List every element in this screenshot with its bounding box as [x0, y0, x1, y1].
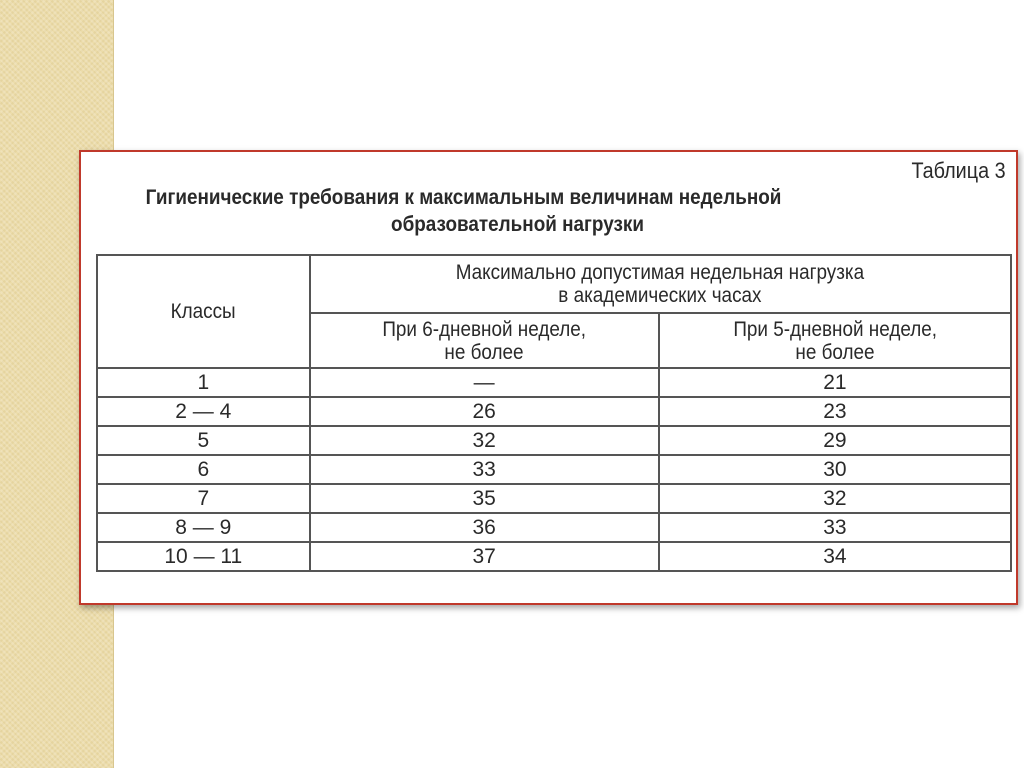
table-row: [97, 484, 1011, 513]
table-number-label: Таблица 3: [911, 158, 1006, 183]
cell-five-day: 21: [659, 368, 1011, 397]
cell-five-day: 30: [659, 455, 1011, 484]
cell-five-day: 33: [659, 513, 1011, 542]
cell-five-day: 32: [659, 484, 1011, 513]
cell-six-day: 33: [310, 455, 659, 484]
table-row: [97, 513, 1011, 542]
cell-five-day: 23: [659, 397, 1011, 426]
table-caption-line-2: образовательной нагрузки: [391, 213, 644, 236]
cell-six-day: 26: [310, 397, 659, 426]
cell-grade: 5: [97, 426, 310, 455]
table-row: [97, 455, 1011, 484]
table-row: [97, 542, 1011, 571]
table-row: [97, 397, 1011, 426]
cell-six-day: —: [310, 368, 659, 397]
cell-grade: 8 — 9: [97, 513, 310, 542]
header-max-load: Максимально допустимая недельная нагрузка в академических часах: [310, 255, 1011, 313]
table-caption: [81, 184, 1016, 238]
cell-grade: 10 — 11: [97, 542, 310, 571]
cell-six-day: 37: [310, 542, 659, 571]
header-six-day: При 6-дневной неделе, не более: [310, 313, 659, 368]
cell-six-day: 36: [310, 513, 659, 542]
header-five-day: При 5-дневной неделе, не более: [659, 313, 1011, 368]
cell-grade: 7: [97, 484, 310, 513]
cell-five-day: 29: [659, 426, 1011, 455]
cell-grade: 2 — 4: [97, 397, 310, 426]
cell-grade: 6: [97, 455, 310, 484]
table-frame: [79, 150, 1018, 605]
table-caption-line-1: Гигиенические требования к максимальным величинам недельной: [145, 186, 782, 209]
cell-grade: 1: [97, 368, 310, 397]
table-row: [97, 368, 1011, 397]
header-classes: Классы: [97, 255, 310, 368]
cell-six-day: 35: [310, 484, 659, 513]
cell-five-day: 34: [659, 542, 1011, 571]
load-norms-table: [96, 254, 1012, 572]
table-row: [97, 426, 1011, 455]
cell-six-day: 32: [310, 426, 659, 455]
